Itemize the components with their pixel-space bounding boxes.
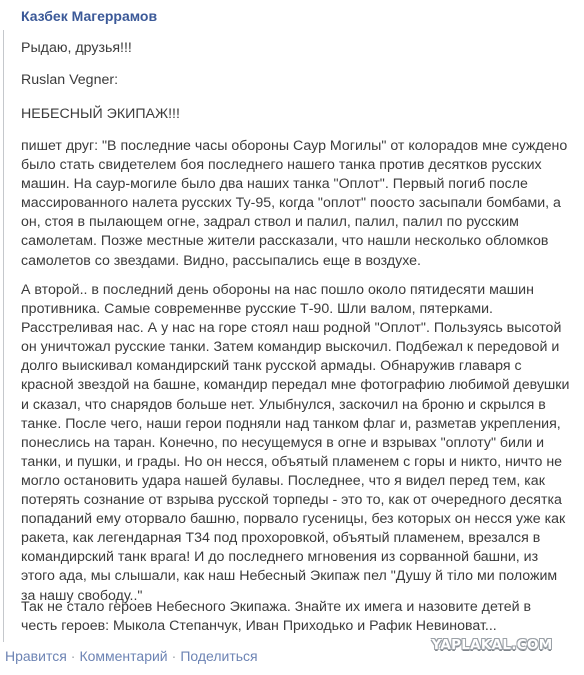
text-line: машин. На саур-могиле было два наших танка "Оплот". Первый погиб после xyxy=(21,176,528,193)
separator: · xyxy=(70,648,76,664)
text-line: самолетам. Позже местные жители рассказали, что нашли несколько обломков xyxy=(21,233,549,250)
paragraph-5 xyxy=(21,281,573,606)
paragraph-6 xyxy=(21,598,571,636)
text-line: Расстреливая нас. А у нас на горе стоял наш родной "Оплот". Пользуясь высотой xyxy=(21,320,562,337)
text-line: красной звездой на башне, командир передал мне фотографию любимой девушки xyxy=(21,377,570,394)
post-actions xyxy=(5,648,258,664)
paragraph-1 xyxy=(21,39,132,58)
site-watermark: YAPLAKAL.COM xyxy=(431,637,553,653)
paragraph-4 xyxy=(21,137,571,271)
separator: · xyxy=(171,648,177,664)
text-line: могло остановить удара нашей булавы. Последнее, что я видел перед тем, как xyxy=(21,472,545,489)
share-link[interactable]: Поделиться xyxy=(180,648,258,664)
paragraph-2 xyxy=(21,71,118,90)
text-line: командирский танк врага! И до последнего мгновения из сорванной башни, из xyxy=(21,549,539,566)
text-line: танке. После чего, наши герои подняли над танком флаг и, разметав укрепления, xyxy=(21,415,561,432)
text-line: НЕБЕСНЫЙ ЭКИПАЖ!!! xyxy=(21,106,180,122)
text-line: понеслись на таран. Конечно, по несущемуся в огне и взрывах "оплоту" били и xyxy=(21,434,545,451)
text-line: он уничтожал русские танки. Затем командир выскочил. Подбежал к передовой и xyxy=(21,339,560,356)
text-line: и сказал, что снарядов больше нет. Улыбнулся, заскочил на броню и скрылся в xyxy=(21,396,546,413)
paragraph-3 xyxy=(21,105,180,124)
text-line: честь героев: Мыкола Степанчук, Иван Приходько и Рафик Невиноват... xyxy=(21,618,497,635)
text-line: потерять сознание от взрыва русской торпеды - это то, как от очередного десятка xyxy=(21,492,562,509)
text-line: он, стоя в пылающем огне, задрал ствол и палил, палил, палил по русским xyxy=(21,214,519,231)
text-line: за нашу свободу.." xyxy=(21,587,143,604)
post-author-name[interactable]: Казбек Магеррамов xyxy=(21,8,158,24)
text-line: А второй.. в последний день обороны на нас пошло около пятидесяти машин xyxy=(21,282,534,298)
text-line: попаданий ему оторвало башню, порвало гусеницы, без которых он несся уже как xyxy=(21,511,566,528)
text-line: Так не стало героев Небесного Экипажа. Знайте их имега и назовите детей в xyxy=(21,599,531,615)
text-line: массированного налета русских Ту-95, когда "оплот" поосто засыпали бомбами, а xyxy=(21,195,561,212)
text-line: ракета, как легендарная Т34 под прохоровкой, объятый пламенем, врезался в xyxy=(21,530,541,547)
like-link[interactable]: Нравится xyxy=(5,648,67,664)
post-body xyxy=(3,30,573,642)
text-line: Рыдаю, друзья!!! xyxy=(21,40,132,56)
comment-link[interactable]: Комментарий xyxy=(79,648,168,664)
text-line: пишет друг: "В последние часы обороны Саур Могилы" от колорадов мне суждено xyxy=(21,138,568,154)
text-line: долго выискивал командирский танк русской армады. Обнаружив главаря с xyxy=(21,358,522,375)
text-line: было стать свидетелем боя последнего нашего танка против десятков русских xyxy=(21,157,542,174)
text-line: противника. Самые современнве русские Т-90. Шли валом, пятерками. xyxy=(21,301,493,318)
text-line: танки, и пушки, и грады. Но он несся, объятый пламенем с горы и никто, ничто не xyxy=(21,453,563,470)
text-line: этого ада, мы слышали, как наш Небесный Экипаж пел "Душу й тіло ми положим xyxy=(21,568,558,585)
text-line: Ruslan Vegner: xyxy=(21,72,119,88)
text-line: самолетов со звездами. Видно, рассыпались еще в воздухе. xyxy=(21,252,421,269)
